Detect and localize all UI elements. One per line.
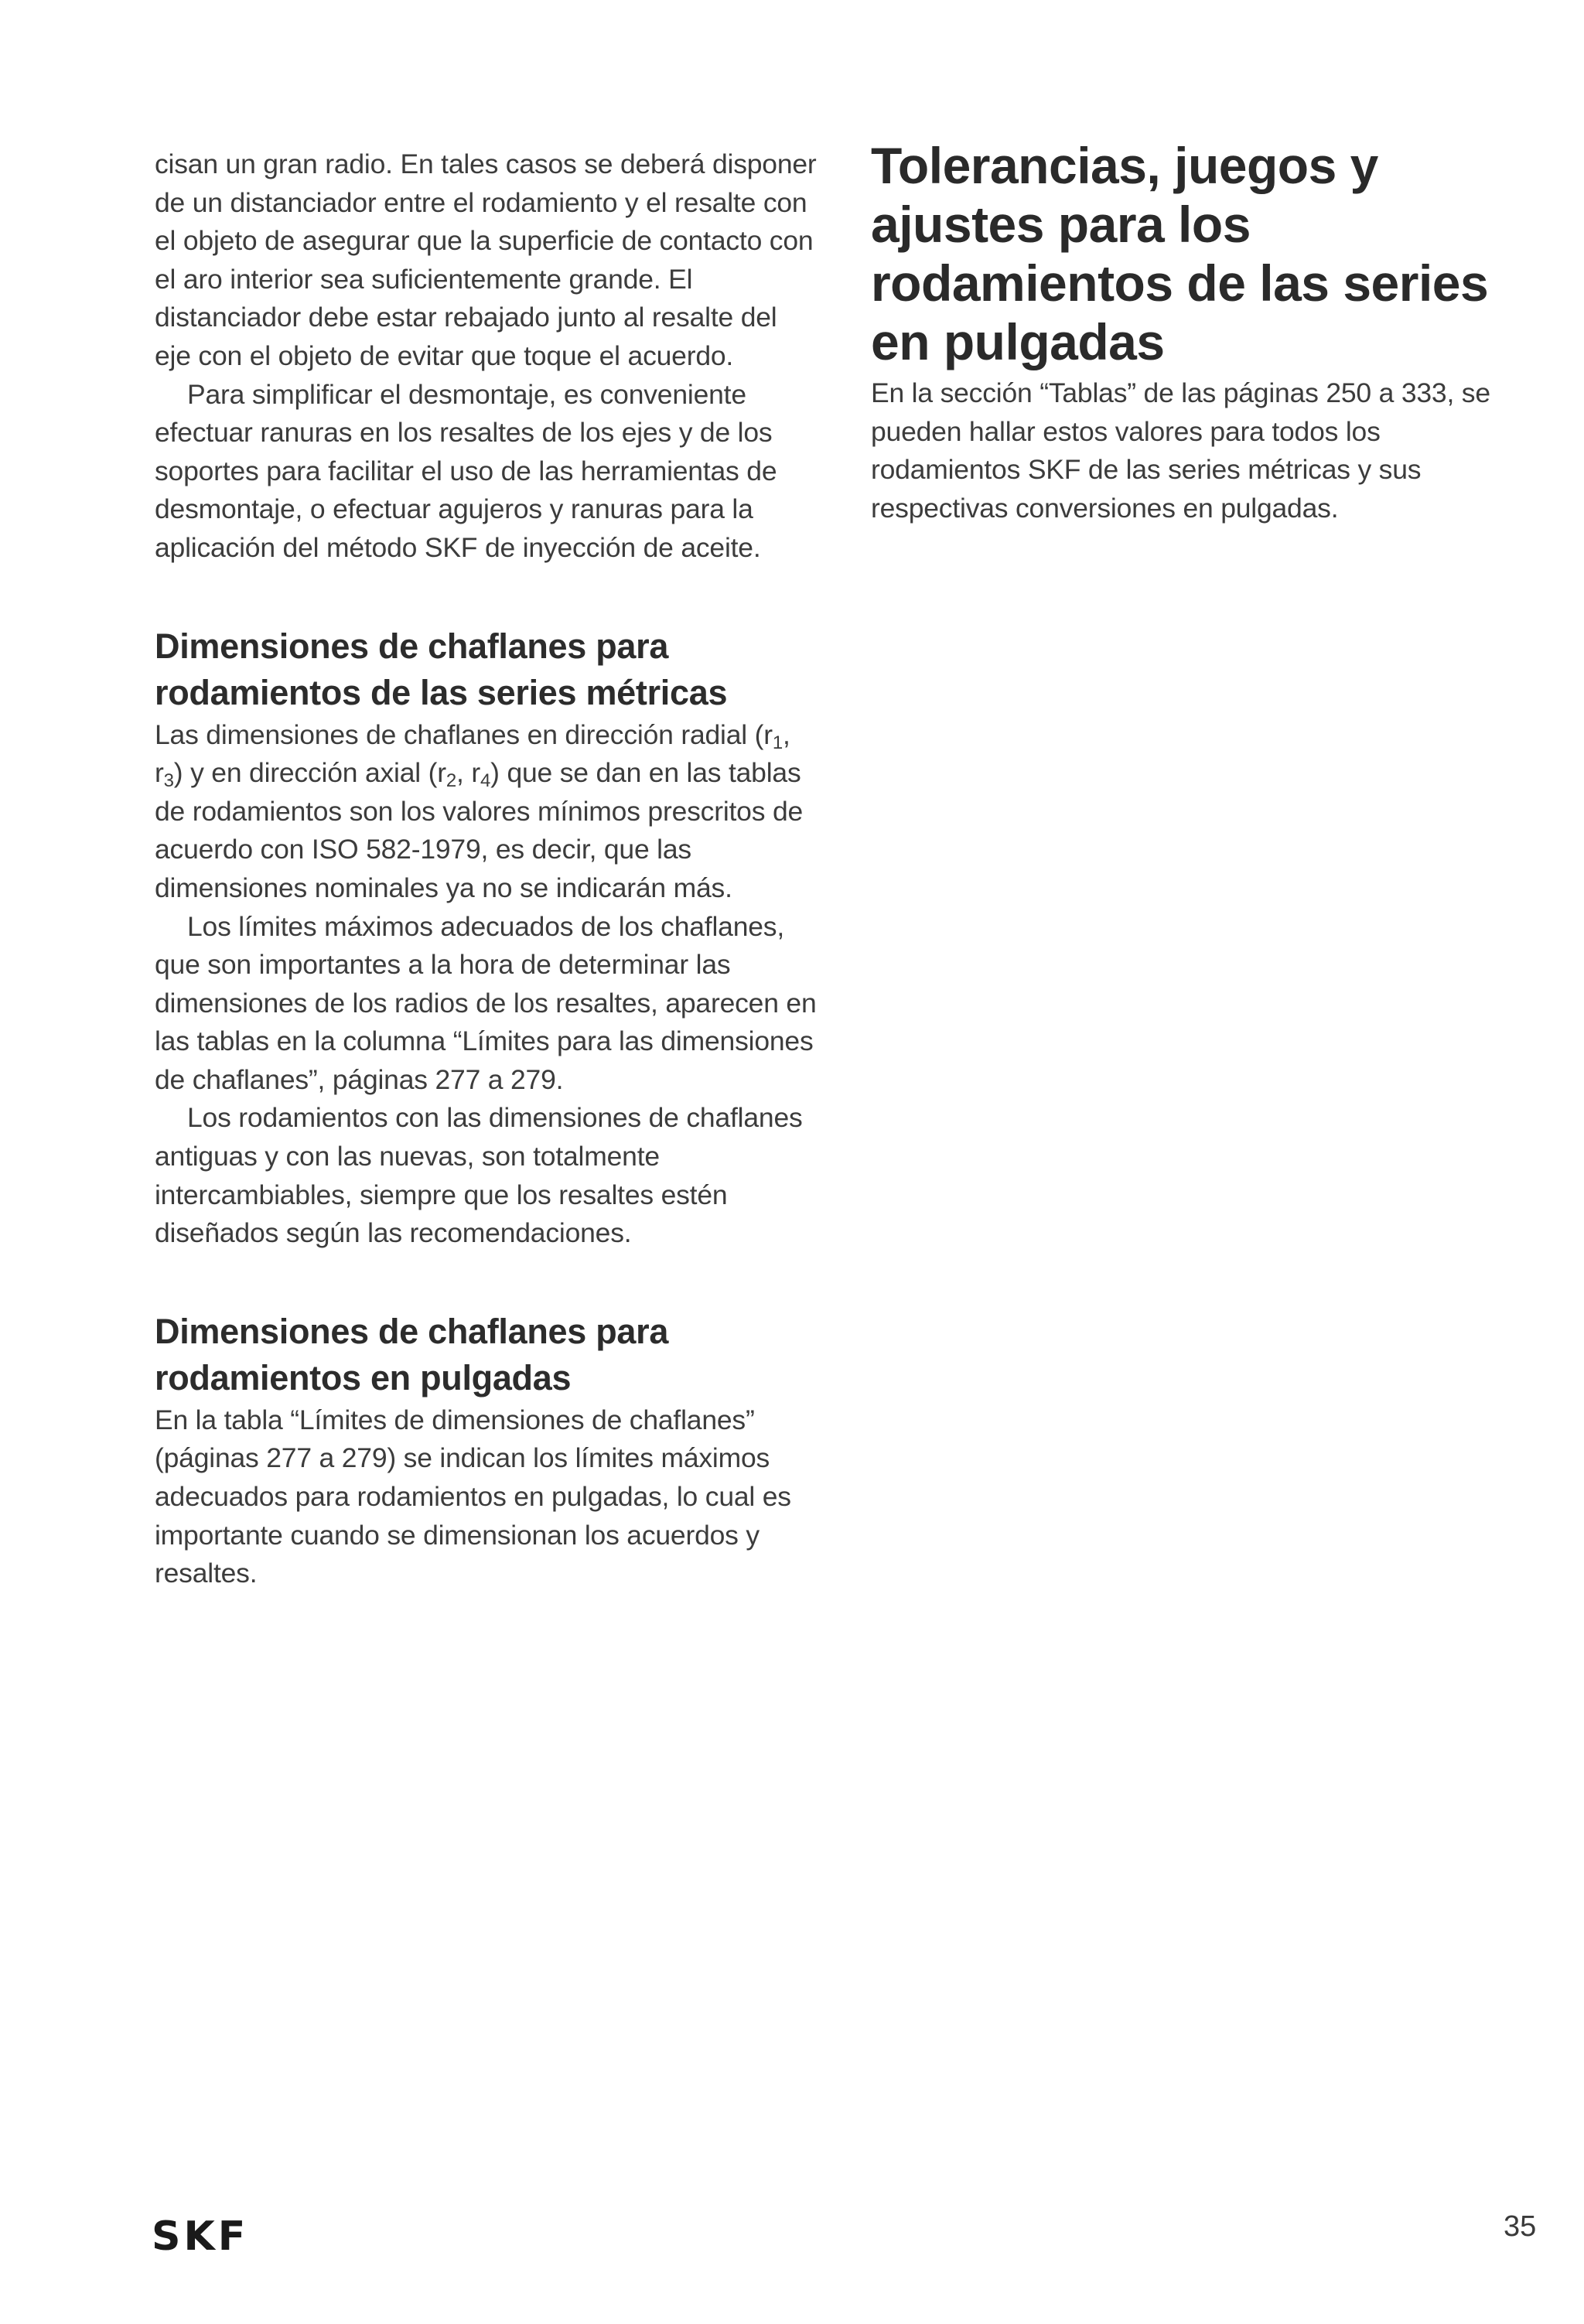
tolerances-text	[871, 374, 1536, 527]
inch-chamfer-paragraph-1: En la tabla “Límites de dimensiones de chaflanes” (páginas 277 a 279) se indican los límites máximos adecuados para rodamientos en pulgadas, lo cual es importante cuando se dimensionan los acuerdos y resaltes.	[155, 1404, 791, 1589]
left-column	[155, 145, 820, 1593]
inch-chamfer-text	[155, 1401, 820, 1593]
page-number: 35	[1504, 2210, 1537, 2243]
metric-chamfer-paragraph-2: Los límites máximos adecuados de los chaflanes, que son importantes a la hora de determinar las dimensiones de los radios de los resaltes, aparecen en las tablas en la columna “Límites para las dimensiones de chaflanes”, páginas 277 a 279.	[155, 910, 817, 1095]
metric-p1-text-5: ) que se dan en las tablas de rodamientos son los valores mínimos prescritos de acuerdo con ISO 582-1979, es decir, que las dimensiones nominales ya no se indicarán más.	[155, 757, 804, 903]
inch-chamfer-heading: Dimensiones de chaflanes para rodamientos en pulgadas	[155, 1311, 669, 1397]
metric-p1-text-4: , r	[456, 757, 480, 789]
intro-paragraph-2: Para simplificar el desmontaje, es conveniente efectuar ranuras en los resaltes de los ejes y de los soportes para facilitar el uso de las herramientas de desmontaje, o efectuar agujeros y ranuras para la aplicación del método SKF de inyección de aceite.	[155, 378, 777, 563]
subscript-1: 1	[772, 732, 783, 753]
metric-p1-text-3: ) y en dirección axial (r	[173, 757, 446, 789]
subscript-3: 3	[163, 770, 174, 792]
metric-chamfer-heading: Dimensiones de chaflanes para rodamientos de las series métricas	[155, 626, 728, 712]
metric-chamfer-paragraph-1	[155, 716, 820, 908]
tolerances-paragraph-1: En la sección “Tablas” de las páginas 250 a 333, se pueden hallar estos valores para todos los rodamientos SKF de las series métricas y sus respectivas conversiones en pulgadas.	[871, 377, 1490, 524]
metric-chamfer-text	[155, 716, 820, 1253]
metric-chamfer-paragraph-3: Los rodamientos con las dimensiones de chaflanes antiguas y con las nuevas, son totalmente intercambiables, siempre que los resaltes estén diseñados según las recomendaciones.	[155, 1102, 803, 1249]
intro-text	[155, 145, 820, 568]
skf-logo: SKF	[152, 2213, 249, 2260]
metric-p1-text-1: Las dimensiones de chaflanes en dirección radial (r	[155, 718, 773, 750]
subscript-2: 2	[446, 770, 457, 792]
right-column	[871, 136, 1536, 527]
subscript-4: 4	[480, 770, 491, 792]
metric-p1-text-2: , r	[155, 718, 790, 789]
intro-paragraph-1: cisan un gran radio. En tales casos se deberá disponer de un distanciador entre el rodamiento y el resalte con el objeto de asegurar que la superficie de contacto con el aro interior sea suficientemente grande. El distanciador debe estar rebajado junto al resalte del eje con el objeto de evitar que toque el acuerdo.	[155, 148, 817, 371]
tolerances-heading: Tolerancias, juegos y ajustes para los rodamientos de las series en pulgadas	[871, 137, 1489, 370]
